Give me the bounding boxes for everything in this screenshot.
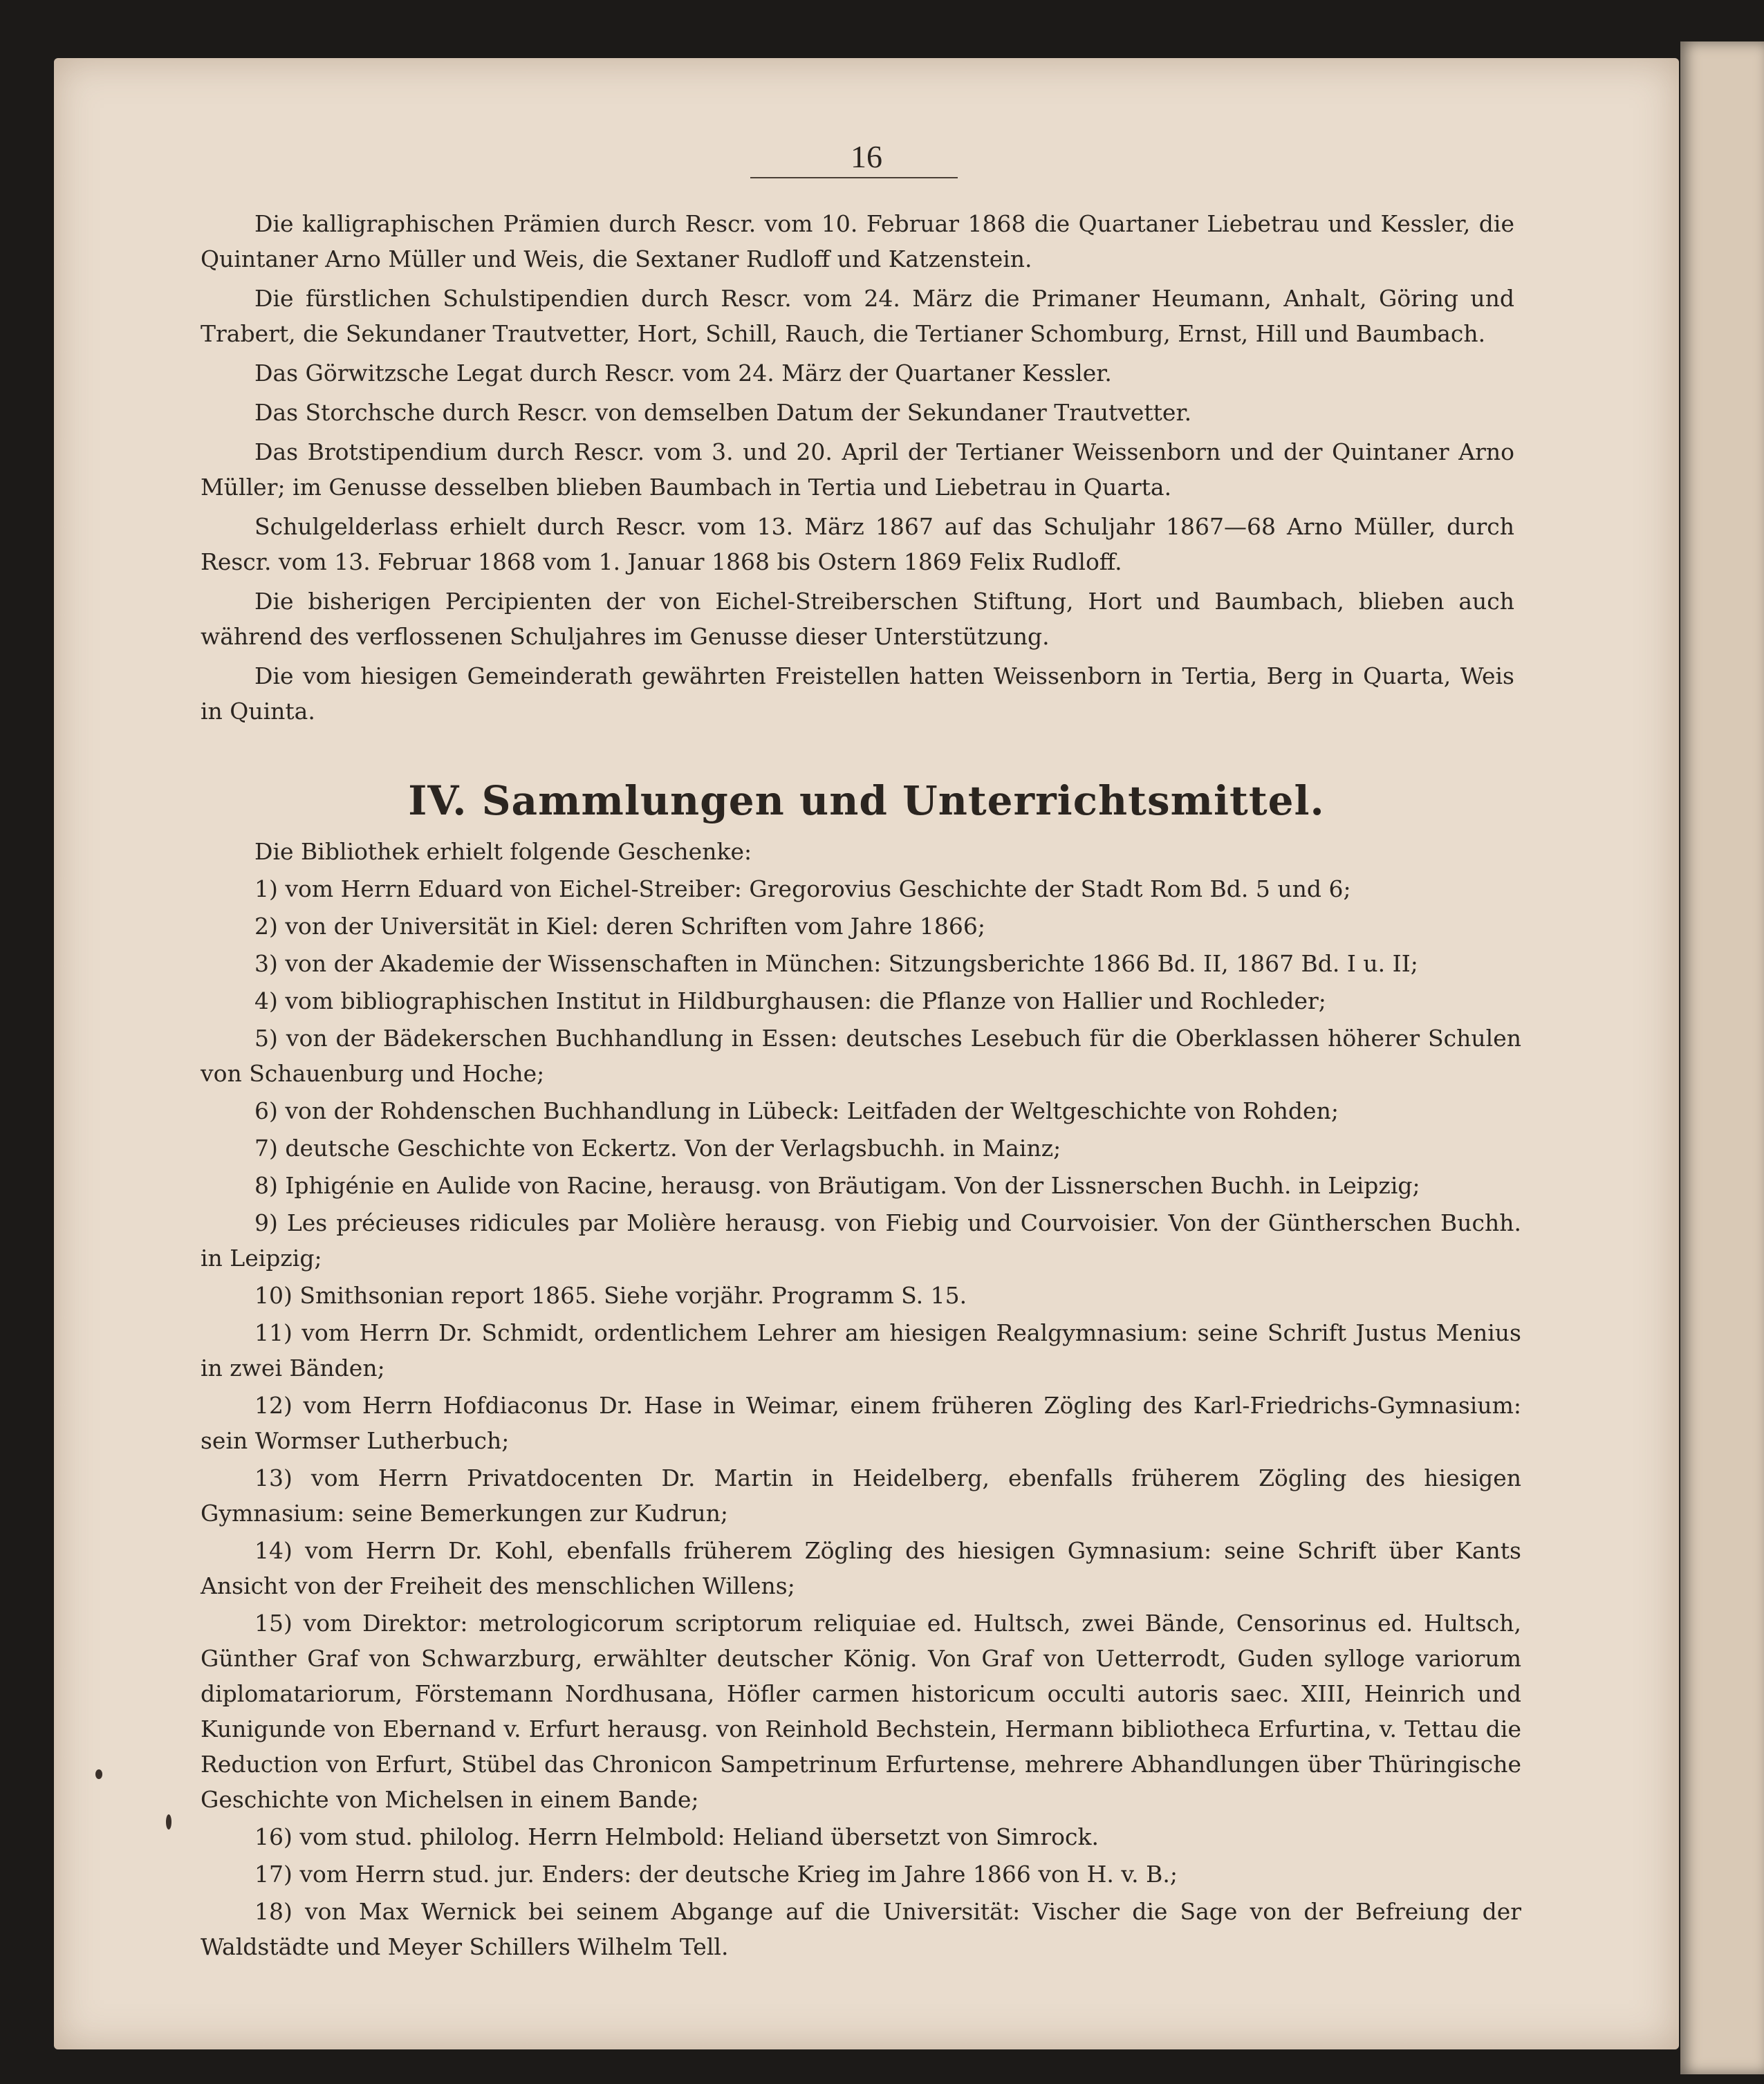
paragraph: Die vom hiesigen Gemeinderath gewährten Freistellen hatten Weissenborn in Tertia, Berg in Quarta, Weis in Quinta.	[201, 662, 1514, 725]
list-item: 5) von der Bädekerschen Buchhandlung in Essen: deutsches Lesebuch für die Oberklassen höherer Schulen von Schauenburg und Hoche;	[201, 1025, 1521, 1087]
list-item: 17) vom Herrn stud. jur. Enders: der deutsche Krieg im Jahre 1866 von H. v. B.;	[254, 1861, 1178, 1888]
ink-speck	[166, 1814, 171, 1830]
page-number: 16	[851, 139, 882, 174]
scholarship-section	[201, 206, 1514, 733]
list-item: 1) vom Herrn Eduard von Eichel-Streiber: Gregorovius Geschichte der Stadt Rom Bd. 5 und 6;	[254, 875, 1351, 902]
ink-speck	[95, 1769, 102, 1779]
paragraph: Das Storchsche durch Rescr. von demselben Datum der Sekundaner Trautvetter.	[254, 399, 1192, 426]
paragraph: Die fürstlichen Schulstipendien durch Rescr. vom 24. März die Primaner Heumann, Anhalt, Göring und Trabert, die Sekundaner Trautvetter, Hort, Schill, Rauch, die Tertianer Schomburg, Ernst, Hill und Baumbach.	[201, 285, 1514, 347]
list-item: 7) deutsche Geschichte von Eckertz. Von der Verlagsbuchh. in Mainz;	[254, 1135, 1061, 1162]
list-item: 12) vom Herrn Hofdiaconus Dr. Hase in Weimar, einem früheren Zögling des Karl-Friedrichs-Gymnasium: sein Wormser Lutherbuch;	[201, 1392, 1521, 1454]
list-item: 13) vom Herrn Privatdocenten Dr. Martin in Heidelberg, ebenfalls früherem Zögling des hiesigen Gymnasium: seine Bemerkungen zur Kudrun;	[201, 1464, 1521, 1527]
list-item: 11) vom Herrn Dr. Schmidt, ordentlichem Lehrer am hiesigen Realgymnasium: seine Schrift Justus Menius in zwei Bänden;	[201, 1319, 1521, 1381]
list-item: 2) von der Universität in Kiel: deren Schriften vom Jahre 1866;	[254, 913, 985, 940]
page-number-rule	[750, 177, 958, 178]
paragraph: Schulgelderlass erhielt durch Rescr. vom 13. März 1867 auf das Schuljahr 1867—68 Arno Müller, durch Rescr. vom 13. Februar 1868 vom 1. Januar 1868 bis Ostern 1869 Felix Rudloff.	[201, 513, 1514, 575]
list-item: 16) vom stud. philolog. Herrn Helmbold: Heliand übersetzt von Simrock.	[254, 1823, 1099, 1850]
list-item: 9) Les précieuses ridicules par Molière herausg. von Fiebig und Courvoisier. Von der Güntherschen Buchh. in Leipzig;	[201, 1209, 1521, 1272]
library-gifts-list	[201, 834, 1521, 1966]
paragraph: Die bisherigen Percipienten der von Eichel-Streiberschen Stiftung, Hort und Baumbach, blieben auch während des verflossenen Schuljahres im Genusse dieser Unterstützung.	[201, 588, 1514, 650]
next-page-edge	[1680, 41, 1764, 2074]
list-item: 18) von Max Wernick bei seinem Abgange auf die Universität: Vischer die Sage von der Befreiung der Waldstädte und Meyer Schillers Wilhelm Tell.	[201, 1898, 1521, 1960]
list-item: 10) Smithsonian report 1865. Siehe vorjähr. Programm S. 15.	[254, 1282, 967, 1309]
section-heading: IV. Sammlungen und Unterrichtsmittel.	[408, 777, 1325, 824]
document-page	[54, 58, 1679, 2049]
list-item: 15) vom Direktor: metrologicorum scriptorum reliquiae ed. Hultsch, zwei Bände, Censorinus ed. Hultsch, Günther Graf von Schwarzburg, erwählter deutscher König. Von Graf von Uetterrodt, Guden sylloge variorum diplomatariorum, Förstemann Nordhusana, Höfler carmen historicum occulti autoris saec. XIII, Heinrich und Kunigunde von Ebernand v. Erfurt herausg. von Reinhold Bechstein, Hermann bibliotheca Erfurtina, v. Tettau die Reduction von Erfurt, Stübel das Chronicon Sampetrinum Erfurtense, mehrere Abhandlungen über Thüringische Geschichte von Michelsen in einem Bande;	[201, 1610, 1521, 1813]
section-intro: Die Bibliothek erhielt folgende Geschenke:	[254, 838, 752, 865]
paragraph: Das Brotstipendium durch Rescr. vom 3. und 20. April der Tertianer Weissenborn und der Quintaner Arno Müller; im Genusse desselben blieben Baumbach in Tertia und Liebetrau in Quarta.	[201, 438, 1514, 501]
paragraph: Das Görwitzsche Legat durch Rescr. vom 24. März der Quartaner Kessler.	[254, 360, 1112, 387]
paragraph: Die kalligraphischen Prämien durch Rescr. vom 10. Februar 1868 die Quartaner Liebetrau und Kessler, die Quintaner Arno Müller und Weis, die Sextaner Rudloff und Katzenstein.	[201, 210, 1514, 272]
list-item: 3) von der Akademie der Wissenschaften in München: Sitzungsberichte 1866 Bd. II, 1867 Bd. I u. II;	[254, 950, 1418, 977]
list-item: 6) von der Rohdenschen Buchhandlung in Lübeck: Leitfaden der Weltgeschichte von Rohden;	[254, 1097, 1339, 1124]
list-item: 14) vom Herrn Dr. Kohl, ebenfalls früherem Zögling des hiesigen Gymnasium: seine Schrift über Kants Ansicht von der Freiheit des menschlichen Willens;	[201, 1537, 1521, 1599]
list-item: 4) vom bibliographischen Institut in Hildburghausen: die Pflanze von Hallier und Rochleder;	[254, 987, 1326, 1014]
list-item: 8) Iphigénie en Aulide von Racine, herausg. von Bräutigam. Von der Lissnerschen Buchh. in Leipzig;	[254, 1172, 1420, 1199]
